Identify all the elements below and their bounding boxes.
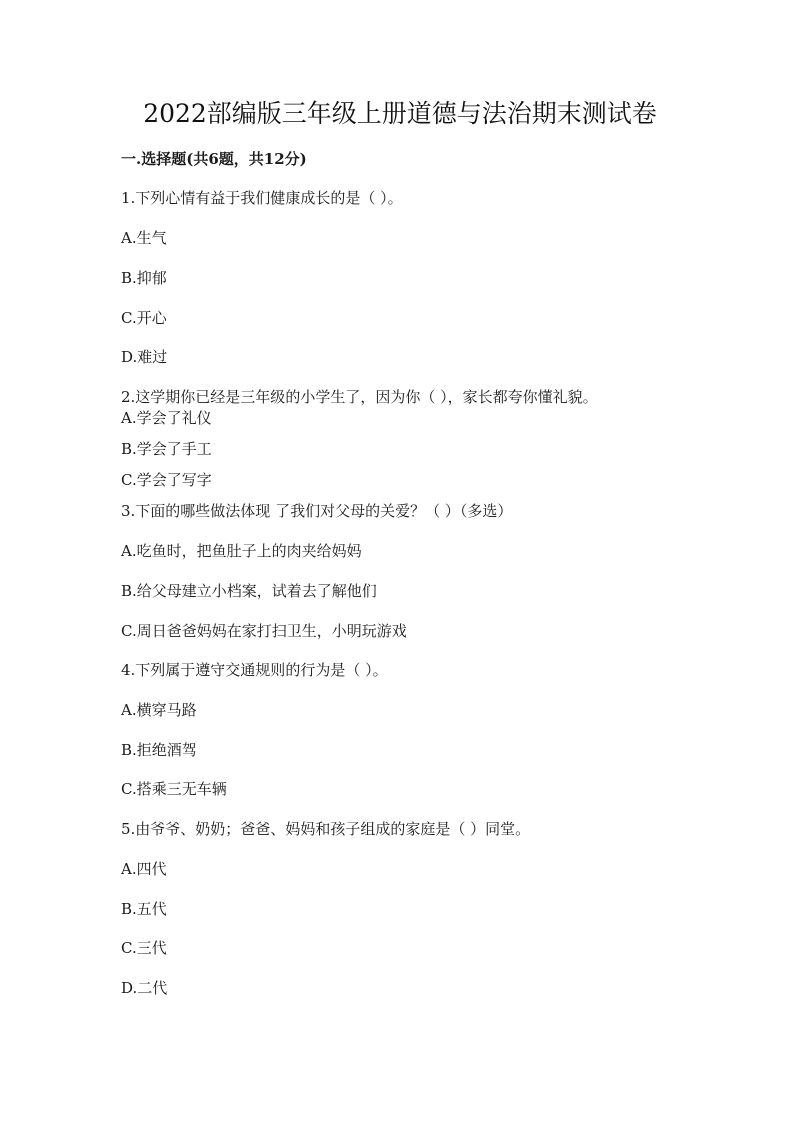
question-4-option-c: C.搭乘三无车辆 bbox=[121, 780, 227, 798]
question-1-option-b: B.抑郁 bbox=[121, 269, 167, 287]
question-5-option-b: B.五代 bbox=[121, 900, 167, 918]
question-stem-5: 5.由爷爷、奶奶；爸爸、妈妈和孩子组成的家庭是（ ）同堂。 bbox=[121, 820, 531, 838]
question-stem-2: 2.这学期你已经是三年级的小学生了，因为你（ ），家长都夸你懂礼貌。 bbox=[121, 388, 598, 406]
question-2-option-c: C.学会了写字 bbox=[121, 471, 212, 489]
question-5-option-a: A.四代 bbox=[121, 860, 167, 878]
section-heading: 一.选择题(共6题，共12分) bbox=[121, 150, 307, 168]
question-4-option-b: B.拒绝酒驾 bbox=[121, 741, 197, 759]
page-title: 2022部编版三年级上册道德与法治期末测试卷 bbox=[143, 99, 657, 128]
question-stem-4: 4.下列属于遵守交通规则的行为是（ ）。 bbox=[121, 661, 388, 679]
question-3-option-a: A.吃鱼时，把鱼肚子上的肉夹给妈妈 bbox=[121, 542, 362, 560]
question-3-option-c: C.周日爸爸妈妈在家打扫卫生，小明玩游戏 bbox=[121, 622, 407, 640]
question-5-option-c: C.三代 bbox=[121, 939, 167, 957]
question-stem-3: 3.下面的哪些做法体现 了我们对父母的关爱？（ ）（多选） bbox=[121, 502, 513, 520]
question-stem-1: 1.下列心情有益于我们健康成长的是（ ）。 bbox=[121, 189, 403, 207]
question-4-option-a: A.横穿马路 bbox=[121, 701, 197, 719]
question-5-option-d: D.二代 bbox=[121, 979, 168, 997]
question-1-option-d: D.难过 bbox=[121, 348, 168, 366]
question-1-option-c: C.开心 bbox=[121, 309, 167, 327]
question-3-option-b: B.给父母建立小档案，试着去了解他们 bbox=[121, 582, 377, 600]
question-2-option-a: A.学会了礼仪 bbox=[121, 409, 212, 427]
question-1-option-a: A.生气 bbox=[121, 229, 167, 247]
question-2-option-b: B.学会了手工 bbox=[121, 440, 212, 458]
